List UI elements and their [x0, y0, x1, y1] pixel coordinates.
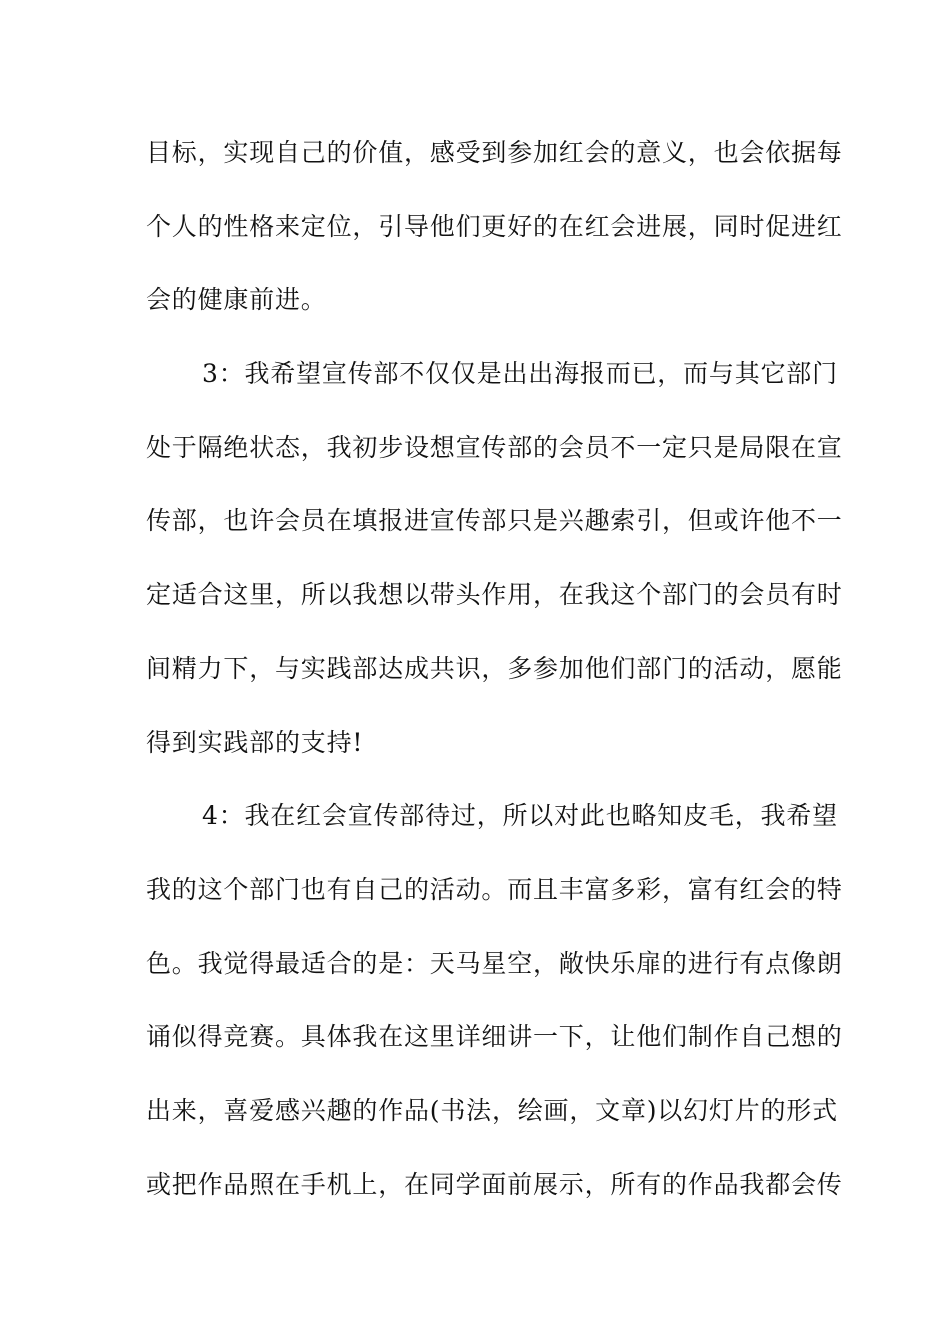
paragraph-4-first-line: 4：我在红会宣传部待过，所以对此也略知皮毛，我希望 [202, 801, 838, 831]
text-line: 会的健康前进。 [146, 285, 327, 315]
text-line: 出来，喜爱感兴趣的作品(书法，绘画，文章)以幻灯片的形式 [146, 1095, 838, 1125]
text-line: 我的这个部门也有自己的活动。而且丰富多彩，富有红会的特 [146, 874, 843, 904]
text-line: 传部，也许会员在填报进宣传部只是兴趣索引，但或许他不一 [146, 506, 843, 536]
text-line: 个人的性格来定位，引导他们更好的在红会进展，同时促进红 [146, 211, 843, 241]
text-line: 得到实践部的支持! [146, 727, 364, 757]
text-line: 色。我觉得最适合的是：天马星空，敞快乐扉的进行有点像朗 [146, 948, 843, 978]
text-line: 定适合这里，所以我想以带头作用，在我这个部门的会员有时 [146, 580, 843, 610]
text-line: 或把作品照在手机上，在同学面前展示，所有的作品我都会传 [146, 1169, 843, 1199]
text-line: 诵似得竞赛。具体我在这里详细讲一下，让他们制作自己想的 [146, 1022, 843, 1052]
paragraph-3-first-line: 3：我希望宣传部不仅仅是出出海报而已，而与其它部门 [202, 359, 838, 389]
text-line: 目标，实现自己的价值，感受到参加红会的意义，也会依据每 [146, 138, 843, 167]
text-line: 处于隔绝状态，我初步设想宣传部的会员不一定只是局限在宣 [146, 432, 843, 462]
text-line: 间精力下，与实践部达成共识，多参加他们部门的活动，愿能 [146, 653, 843, 683]
body-text [146, 128, 843, 1233]
